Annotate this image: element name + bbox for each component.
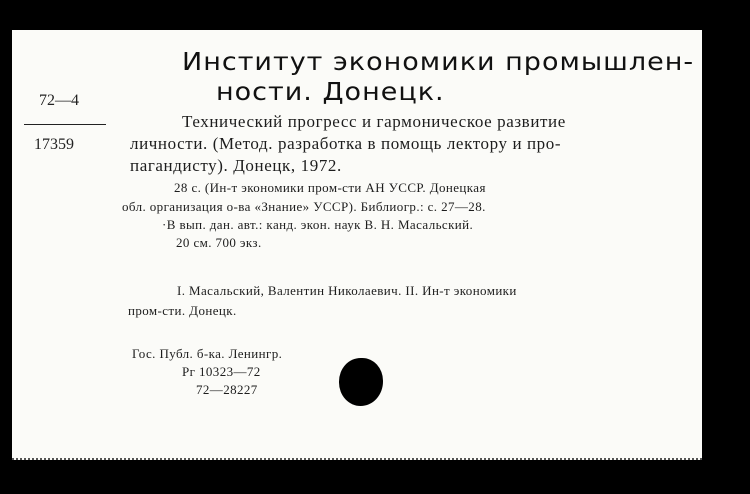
library-line-3: 72—28227 — [196, 382, 258, 397]
title-line-1: Технический прогресс и гармоническое развитие — [182, 112, 566, 131]
title-line-3: пагандисту). Донецк, 1972. — [130, 156, 342, 175]
library-line-1: Гос. Публ. б-ка. Ленингр. — [132, 346, 283, 361]
title-line-2: личности. (Метод. разработка в помощь лектору и про- — [130, 134, 562, 153]
library-line-2: Рг 10323—72 — [182, 364, 261, 379]
tracings-line-1: I. Масальский, Валентин Николаевич. II. Ин-т экономики — [177, 283, 517, 298]
details-line-2: обл. организация о-ва «Знание» УССР). Библиогр.: с. 27—28. — [122, 199, 486, 214]
call-number-divider — [24, 124, 106, 125]
call-number-top: 72—4 — [39, 92, 79, 109]
handwritten-heading-line-2: ности. Донецк. — [216, 78, 445, 107]
details-line-3: ·В вып. дан. авт.: канд. экон. наук В. Н. Масальский. — [162, 217, 474, 232]
ink-blot — [339, 358, 383, 406]
tracings-line-2: пром-сти. Донецк. — [128, 303, 237, 318]
call-number-bottom: 17359 — [34, 136, 74, 153]
handwritten-heading-line-1: Институт экономики промышлен- — [182, 48, 695, 77]
details-line-4: 20 см. 700 экз. — [176, 235, 262, 250]
details-line-1: 28 с. (Ин-т экономики пром-сти АН УССР. Донецкая — [174, 180, 486, 195]
